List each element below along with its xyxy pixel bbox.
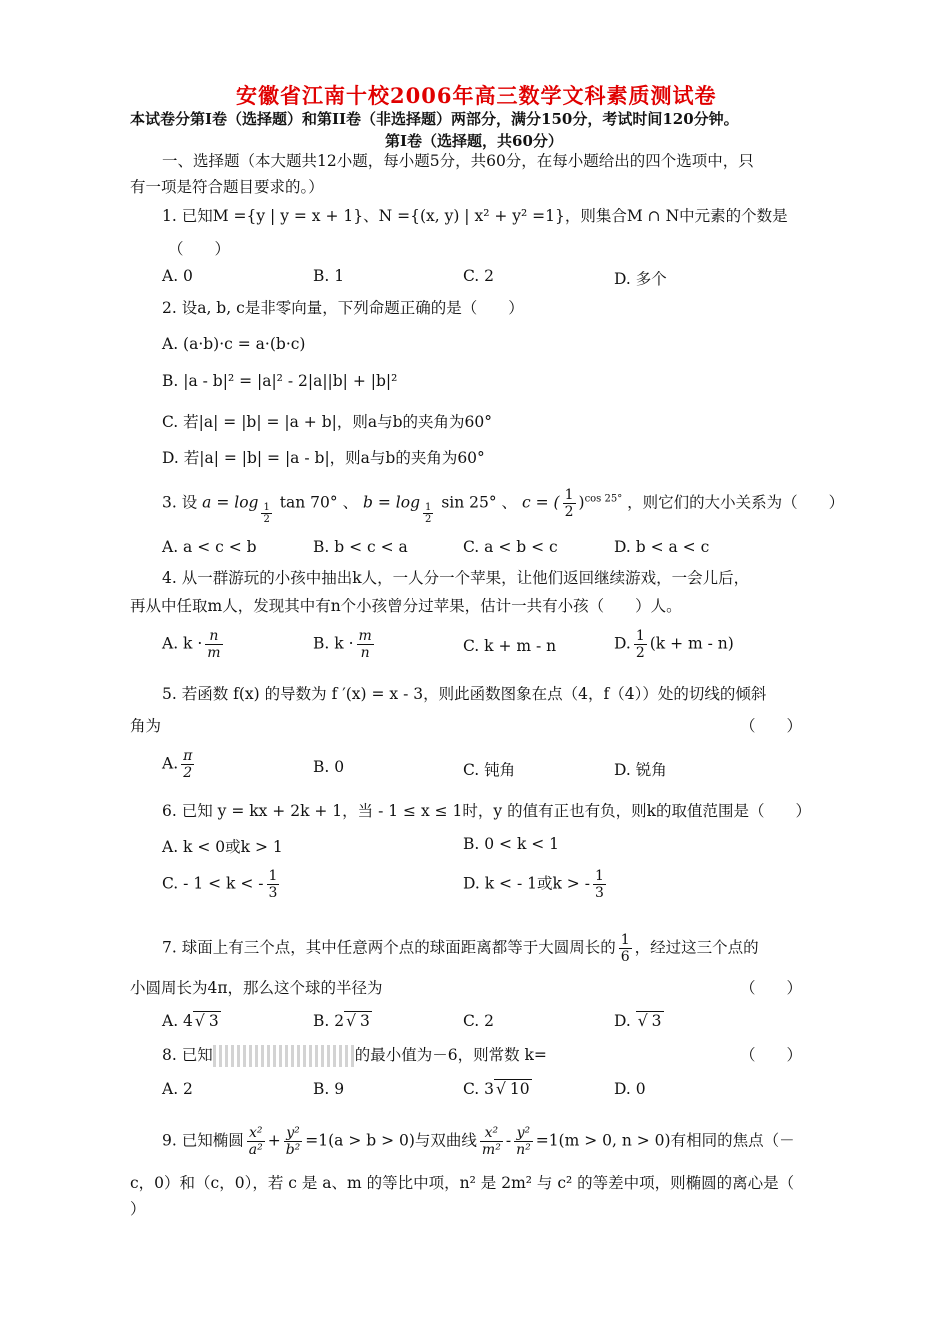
q7-answer-paren: （ ） bbox=[740, 979, 803, 997]
part1-heading: 第I卷（选择题，共60分） bbox=[385, 132, 563, 150]
q3-tail: ，则它们的大小关系为（ ） bbox=[627, 493, 845, 512]
q6-option-d: D. k < - 1或k > - $\frac{1}{3}$ bbox=[463, 868, 604, 901]
q3-b-arg: sin 25° bbox=[441, 493, 497, 512]
q4-option-b: B. k · $\frac{m}{n}$ bbox=[313, 628, 372, 661]
q3-c-base: $\frac{1}{2}$ bbox=[564, 487, 574, 520]
q7-option-a: A. 4 √ 3 bbox=[162, 1012, 219, 1030]
q8-option-b: B. 9 bbox=[313, 1080, 345, 1098]
q3-sep2: 、 bbox=[501, 493, 518, 512]
q9-stem-line2: c，0）和（c，0），若 c 是 a、m 的等比中项，n² 是 2m² 与 c² 的等差中项，则椭圆的离心是（ bbox=[130, 1174, 795, 1192]
q7-stem-line1: 7. 球面上有三个点，其中任意两个点的球面距离都等于大圆周长的 $\frac{1}{6}$ ，经过这三个点的 bbox=[162, 932, 759, 965]
q8-stem: 8. 已知 的最小值为－6，则常数 k= bbox=[162, 1044, 547, 1067]
q5-option-c: C. 钝角 bbox=[463, 761, 516, 779]
q5-answer-paren: （ ） bbox=[740, 717, 803, 735]
q8-option-c: C. 3 √ 10 bbox=[463, 1080, 530, 1098]
q8-option-a: A. 2 bbox=[162, 1080, 193, 1098]
q6-option-a: A. k < 0或k > 1 bbox=[162, 838, 283, 856]
q6-option-c: C. - 1 < k < - $\frac{1}{3}$ bbox=[162, 868, 278, 901]
q2-option-c: C. 若|a| = |b| = |a + b|，则a与b的夹角为60° bbox=[162, 413, 492, 431]
q9-stem-line1: 9. 已知椭圆 $\frac{\text{x²}}{\text{a²}}$ + $\frac{\text{y²}}{\text{b²}}$ =1(a > b > 0)与双曲线 $\frac{\text{x²}}{\text{m²}}$ - $\frac{\text{y²}}{\text{n²}}$ =1(m > 0, n > 0)有相同的焦点（－ bbox=[162, 1125, 795, 1158]
q8-answer-paren: （ ） bbox=[740, 1046, 803, 1064]
q9-stem-line3: ） bbox=[130, 1200, 146, 1218]
q1-stem: 1. 已知M ={y | y = x + 1}、N ={(x, y) | x² + y² =1}，则集合M ∩ N中元素的个数是 bbox=[162, 207, 788, 225]
q2-stem: 2. 设a, b, c是非零向量，下列命题正确的是（ ） bbox=[162, 299, 524, 317]
q3-sep1: 、 bbox=[342, 493, 359, 512]
q3-option-d: D. b < a < c bbox=[614, 538, 710, 556]
q7-stem-line2: 小圆周长为4π，那么这个球的半径为 bbox=[130, 979, 383, 997]
q1-answer-paren: （ ） bbox=[168, 240, 231, 258]
q5-stem-line2: 角为 bbox=[130, 717, 162, 735]
q7-option-d: D. √ 3 bbox=[614, 1012, 662, 1030]
q7-option-b: B. 2 √ 3 bbox=[313, 1012, 370, 1030]
q5-option-d: D. 锐角 bbox=[614, 761, 667, 779]
q4-option-d: D. $\frac{1}{2}$ (k + m - n) bbox=[614, 628, 734, 661]
q3-a-log: a = log bbox=[202, 493, 259, 512]
q4-option-a: A. k · $\frac{n}{m}$ bbox=[162, 628, 221, 661]
q3-a-arg: tan 70° bbox=[279, 493, 338, 512]
section1-instructions-line2: 有一项是符合题目要求的。） bbox=[130, 178, 324, 196]
exam-intro: 本试卷分第I卷（选择题）和第II卷（非选择题）两部分，满分150分，考试时间120分钟。 bbox=[130, 110, 739, 128]
q3-option-a: A. a < c < b bbox=[162, 538, 257, 556]
q2-option-a: A. (a·b)·c = a·(b·c) bbox=[162, 335, 306, 353]
q8-garbled-constraints bbox=[213, 1045, 355, 1067]
q1-option-d: D. 多个 bbox=[614, 270, 667, 288]
q3-b-log: b = log bbox=[363, 493, 420, 512]
q5-stem-line1: 5. 若函数 f(x) 的导数为 f ′(x) = x - 3，则此函数图象在点（4，f（4））处的切线的倾斜 bbox=[162, 685, 767, 703]
q5-option-a: A. $\frac{\pi}{2}$ bbox=[162, 748, 193, 781]
exam-title: 安徽省江南十校2006年高三数学文科素质测试卷 bbox=[236, 83, 717, 108]
q4-option-c: C. k + m - n bbox=[463, 637, 557, 655]
q1-option-b: B. 1 bbox=[313, 267, 345, 285]
q3-a-base: $\frac{1}{2}$ bbox=[263, 501, 270, 525]
q3-stem: 3. 设 a = log $\frac{1}{2}$ tan 70° 、 b = log $\frac{1}{2}$ sin 25° 、 c = ( $\frac{1}{2}$ )$^{cos 25^\circ}$ ，则它们的大小关系为（ ） bbox=[162, 487, 845, 525]
q5-option-b: B. 0 bbox=[313, 758, 345, 776]
q3-lead: 3. 设 bbox=[162, 493, 198, 512]
section1-instructions-line1: 一、选择题（本大题共12小题，每小题5分，共60分，在每小题给出的四个选项中，只 bbox=[162, 152, 754, 170]
q3-c-expr: c = ( bbox=[522, 493, 560, 512]
q4-stem-line2: 再从中任取m人，发现其中有n个小孩曾分过苹果，估计一共有小孩（ ）人。 bbox=[130, 597, 682, 615]
q3-b-base: $\frac{1}{2}$ bbox=[425, 501, 432, 525]
q3-option-b: B. b < c < a bbox=[313, 538, 408, 556]
q3-c-exponent: cos 25° bbox=[584, 493, 623, 505]
q3-option-c: C. a < b < c bbox=[463, 538, 558, 556]
q4-stem-line1: 4. 从一群游玩的小孩中抽出k人，一人分一个苹果，让他们返回继续游戏，一会儿后， bbox=[162, 569, 750, 587]
q2-option-d: D. 若|a| = |b| = |a - b|，则a与b的夹角为60° bbox=[162, 449, 485, 467]
q1-option-a: A. 0 bbox=[162, 267, 193, 285]
q1-option-c: C. 2 bbox=[463, 267, 495, 285]
q7-option-c: C. 2 bbox=[463, 1012, 495, 1030]
q8-option-d: D. 0 bbox=[614, 1080, 646, 1098]
q2-option-b: B. |a - b|² = |a|² - 2|a||b| + |b|² bbox=[162, 372, 398, 390]
q6-option-b: B. 0 < k < 1 bbox=[463, 835, 560, 853]
q6-stem: 6. 已知 y = kx + 2k + 1，当 - 1 ≤ x ≤ 1时，y 的值有正也有负，则k的取值范围是（ ） bbox=[162, 802, 811, 820]
